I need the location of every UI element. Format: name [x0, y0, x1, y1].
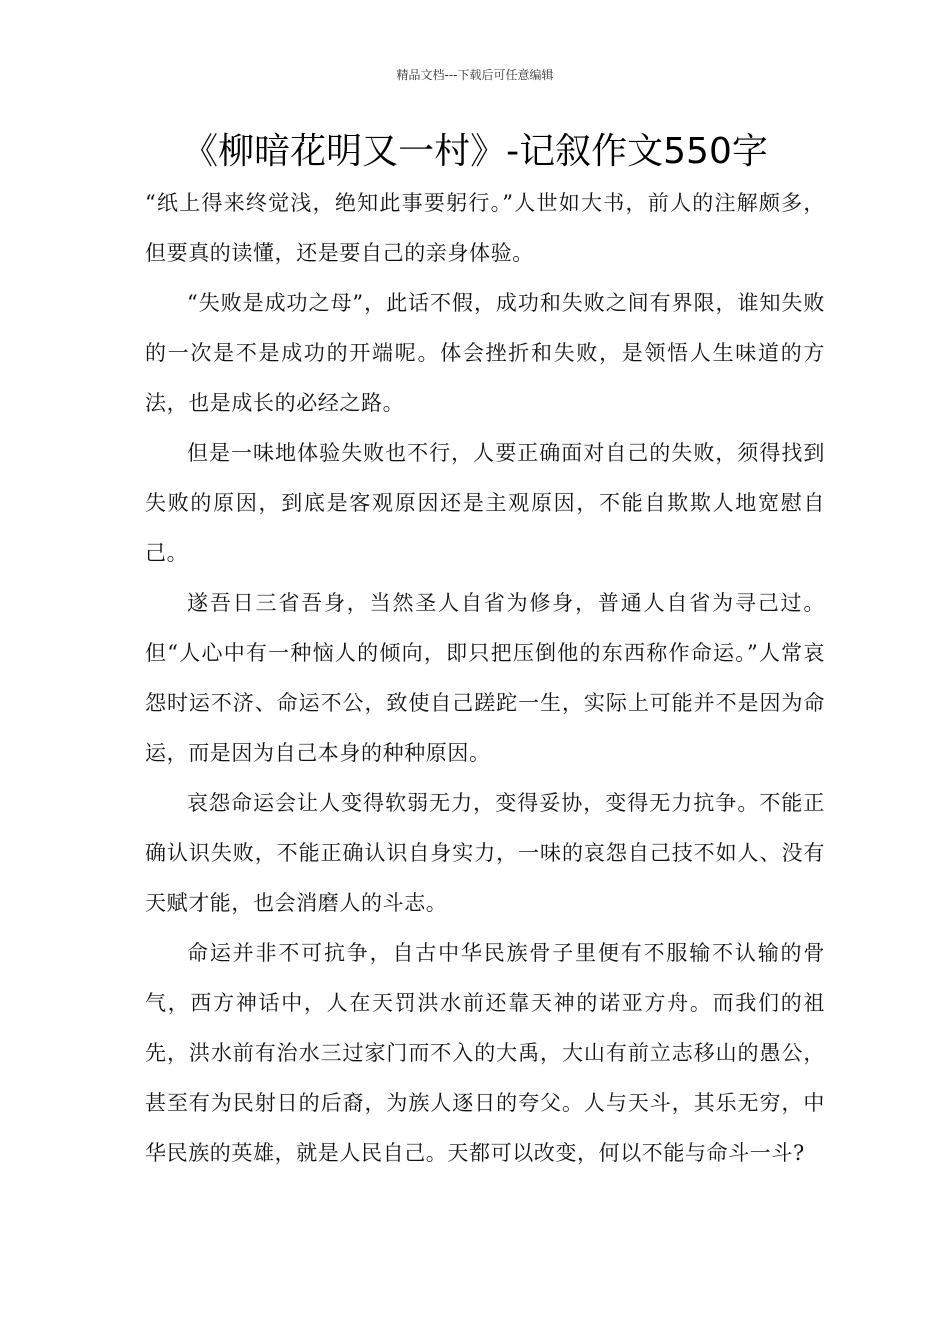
page-header-note: 精品文档---下载后可任意编辑: [396, 68, 554, 82]
paragraph-1: “纸上得来终觉浅，绝知此事要躬行。”人世如大书，前人的注解颇多，但要真的读懂，还是要自己的亲身体验。: [145, 191, 825, 265]
paragraph-6: 命运并非不可抗争，自古中华民族骨子里便有不服输不认输的骨气，西方神话中，人在天罚洪水前还靠天神的诺亚方舟。而我们的祖先，洪水前有治水三过家门而不入的大禹，大山有前立志移山的愚公，甚至有为民射日的后裔，为族人逐日的夸父。人与天斗，其乐无穷，中华民族的英雄，就是人民自己。天都可以改变，何以不能与命斗一斗?: [145, 941, 825, 1165]
document-title: 《柳暗花明又一村》-记叙作文550字: [182, 131, 768, 172]
paragraph-5: 哀怨命运会让人变得软弱无力，变得妥协，变得无力抗争。不能正确认识失败，不能正确认识自身实力，一味的哀怨自己技不如人、没有天赋才能，也会消磨人的斗志。: [145, 791, 825, 915]
document-body: [145, 178, 825, 1178]
paragraph-3: 但是一味地体验失败也不行，人要正确面对自己的失败，须得找到失败的原因，到底是客观原因还是主观原因，不能自欺欺人地宽慰自己。: [145, 441, 825, 565]
paragraph-4: 遂吾日三省吾身，当然圣人自省为修身，普通人自省为寻己过。但“人心中有一种恼人的倾向，即只把压倒他的东西称作命运。”人常哀怨时运不济、命运不公，致使自己蹉跎一生，实际上可能并不是因为命运，而是因为自己本身的种种原因。: [145, 591, 825, 765]
paragraph-2: “失败是成功之母”，此话不假，成功和失败之间有界限，谁知失败的一次是不是成功的开端呢。体会挫折和失败，是领悟人生味道的方法，也是成长的必经之路。: [145, 291, 825, 415]
